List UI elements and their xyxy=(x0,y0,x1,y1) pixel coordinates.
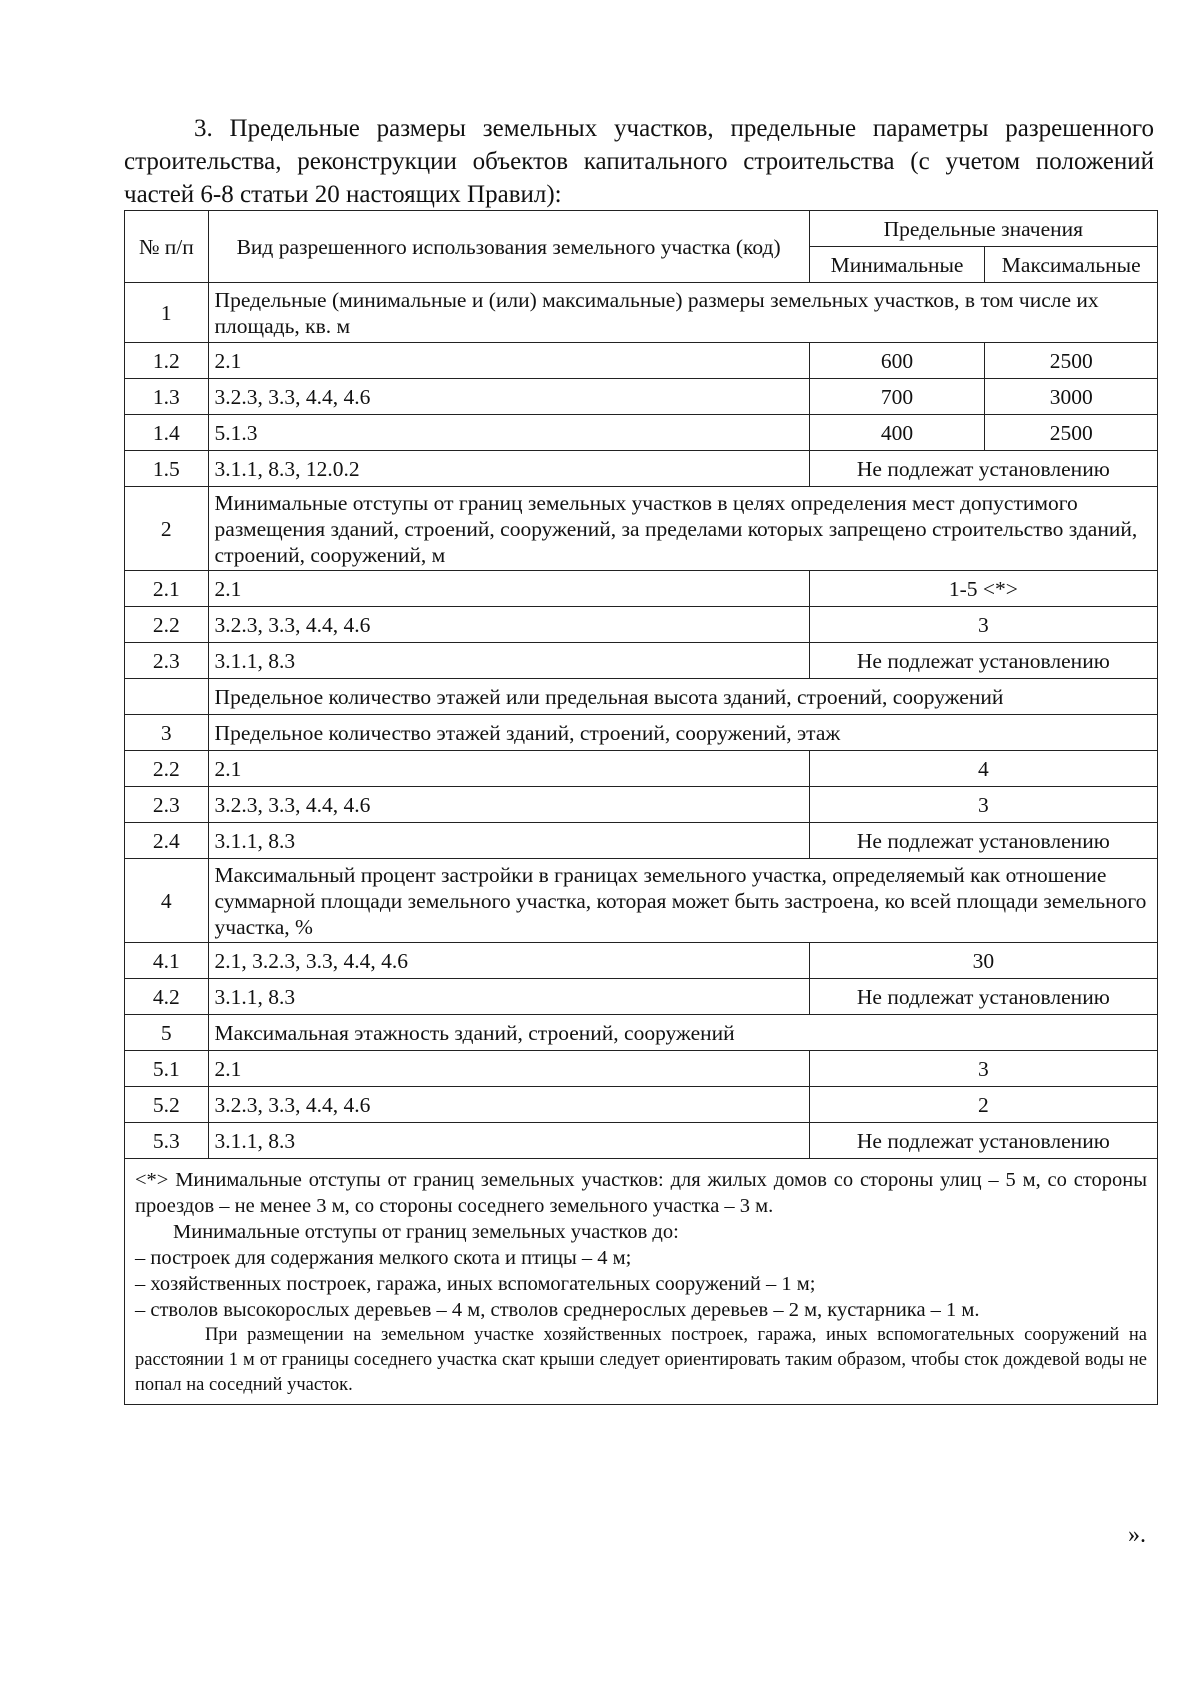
intro-paragraph xyxy=(124,112,1154,211)
table-row xyxy=(125,679,1158,715)
table-row xyxy=(125,379,1158,415)
table-row xyxy=(125,343,1158,379)
row-number: 2.4 xyxy=(125,823,209,859)
header-max: Максимальные xyxy=(985,247,1158,283)
row-number: 3 xyxy=(125,715,209,751)
table-row xyxy=(125,787,1158,823)
limit-value: 3 xyxy=(809,787,1157,823)
row-number: 4.2 xyxy=(125,979,209,1015)
row-number: 4 xyxy=(125,859,209,943)
row-number: 2.1 xyxy=(125,571,209,607)
footnote-item: – построек для содержания мелкого скота и птицы – 4 м; xyxy=(135,1247,632,1269)
usage-codes: 2.1, 3.2.3, 3.3, 4.4, 4.6 xyxy=(208,943,809,979)
limits-table xyxy=(124,210,1158,1405)
table-row xyxy=(125,1123,1158,1159)
usage-codes: 3.2.3, 3.3, 4.4, 4.6 xyxy=(208,379,809,415)
table-row xyxy=(125,823,1158,859)
section-title: Максимальный процент застройки в границах земельного участка, определяемый как отношение суммарной площади земельного участка, которая может быть застроена, ко всей площади земельного участка, % xyxy=(208,859,1157,943)
table-row xyxy=(125,571,1158,607)
table-row xyxy=(125,1051,1158,1087)
table-row xyxy=(125,451,1158,487)
row-number: 4.1 xyxy=(125,943,209,979)
table-row xyxy=(125,487,1158,571)
footnote-item: – стволов высокорослых деревьев – 4 м, стволов среднерослых деревьев – 2 м, кустарника – 1 м. xyxy=(135,1299,980,1321)
header-usage-type: Вид разрешенного использования земельного участка (код) xyxy=(208,211,809,283)
section-title: Минимальные отступы от границ земельных участков в целях определения мест допустимого размещения зданий, строений, сооружений, за пределами которых запрещено строительство зданий, строений, сооружений, м xyxy=(208,487,1157,571)
table-body xyxy=(125,283,1158,1159)
row-number: 2.3 xyxy=(125,787,209,823)
row-number: 1.2 xyxy=(125,343,209,379)
limit-value: 3 xyxy=(809,607,1157,643)
usage-codes: 3.1.1, 8.3 xyxy=(208,979,809,1015)
usage-codes: 3.2.3, 3.3, 4.4, 4.6 xyxy=(208,607,809,643)
table-row xyxy=(125,1087,1158,1123)
table-row xyxy=(125,643,1158,679)
limit-value: 2 xyxy=(809,1087,1157,1123)
limit-value: Не подлежат установлению xyxy=(809,823,1157,859)
table-row xyxy=(125,715,1158,751)
row-number: 2.2 xyxy=(125,751,209,787)
usage-codes: 3.1.1, 8.3 xyxy=(208,1123,809,1159)
row-number: 5 xyxy=(125,1015,209,1051)
closing-quote: ». xyxy=(1128,1522,1146,1548)
row-number: 1.4 xyxy=(125,415,209,451)
usage-codes: 2.1 xyxy=(208,571,809,607)
footnote-item: – хозяйственных построек, гаража, иных вспомогательных сооружений – 1 м; xyxy=(135,1273,816,1295)
limit-value: Не подлежат установлению xyxy=(809,1123,1157,1159)
usage-codes: 3.1.1, 8.3 xyxy=(208,643,809,679)
usage-codes: 2.1 xyxy=(208,343,809,379)
usage-codes: 3.2.3, 3.3, 4.4, 4.6 xyxy=(208,787,809,823)
table-row xyxy=(125,943,1158,979)
max-value: 3000 xyxy=(985,379,1158,415)
min-value: 600 xyxy=(809,343,985,379)
usage-codes: 3.1.1, 8.3 xyxy=(208,823,809,859)
limit-value: 1-5 <*> xyxy=(809,571,1157,607)
min-value: 700 xyxy=(809,379,985,415)
section-title: Предельное количество этажей зданий, строений, сооружений, этаж xyxy=(208,715,1157,751)
table-row xyxy=(125,415,1158,451)
footnote-p2: Минимальные отступы от границ земельных участков до: xyxy=(173,1221,679,1243)
table-row xyxy=(125,283,1158,343)
row-number: 1 xyxy=(125,283,209,343)
table-row xyxy=(125,751,1158,787)
usage-codes: 3.2.3, 3.3, 4.4, 4.6 xyxy=(208,1087,809,1123)
usage-codes: 2.1 xyxy=(208,751,809,787)
usage-codes: 2.1 xyxy=(208,1051,809,1087)
table-header-row xyxy=(125,211,1158,247)
limit-value: 3 xyxy=(809,1051,1157,1087)
table-row xyxy=(125,607,1158,643)
table-row xyxy=(125,979,1158,1015)
limit-value: 30 xyxy=(809,943,1157,979)
intro-text: 3. Предельные размеры земельных участков, предельные параметры разрешенного строительства, реконструкции объектов капитального строительства (с учетом положений частей 6-8 статьи 20 настоящих Правил): xyxy=(124,115,1154,208)
max-value: 2500 xyxy=(985,415,1158,451)
limit-value: Не подлежат установлению xyxy=(809,451,1157,487)
header-num: № п/п xyxy=(125,211,209,283)
row-number: 1.5 xyxy=(125,451,209,487)
footnote-row xyxy=(125,1159,1158,1405)
row-number: 2.2 xyxy=(125,607,209,643)
row-number: 5.2 xyxy=(125,1087,209,1123)
max-value: 2500 xyxy=(985,343,1158,379)
section-title: Предельные (минимальные и (или) максимальные) размеры земельных участков, в том числе их площадь, кв. м xyxy=(208,283,1157,343)
table-row xyxy=(125,859,1158,943)
section-title: Предельное количество этажей или предельная высота зданий, строений, сооружений xyxy=(208,679,1157,715)
header-min: Минимальные xyxy=(809,247,985,283)
table-row xyxy=(125,1015,1158,1051)
footnote-p1: <*> Минимальные отступы от границ земельных участков: для жилых домов со стороны улиц – 5 м, со стороны проездов – не менее 3 м, со стороны соседнего земельного участка – 3 м. xyxy=(135,1169,1147,1217)
usage-codes: 3.1.1, 8.3, 12.0.2 xyxy=(208,451,809,487)
min-value: 400 xyxy=(809,415,985,451)
footnote-p3: При размещении на земельном участке хозяйственных построек, гаража, иных вспомогательных сооружений на расстоянии 1 м от границы соседнего участка скат крыши следует ориентировать таким образом, чтобы сток дождевой воды не попал на соседний участок. xyxy=(135,1325,1147,1395)
usage-codes: 5.1.3 xyxy=(208,415,809,451)
limit-value: Не подлежат установлению xyxy=(809,643,1157,679)
row-number: 5.3 xyxy=(125,1123,209,1159)
limit-value: 4 xyxy=(809,751,1157,787)
header-limits: Предельные значения xyxy=(809,211,1157,247)
row-number: 5.1 xyxy=(125,1051,209,1087)
row-number xyxy=(125,679,209,715)
section-title: Максимальная этажность зданий, строений, сооружений xyxy=(208,1015,1157,1051)
limit-value: Не подлежат установлению xyxy=(809,979,1157,1015)
row-number: 1.3 xyxy=(125,379,209,415)
row-number: 2.3 xyxy=(125,643,209,679)
row-number: 2 xyxy=(125,487,209,571)
footnote-cell xyxy=(125,1159,1158,1405)
